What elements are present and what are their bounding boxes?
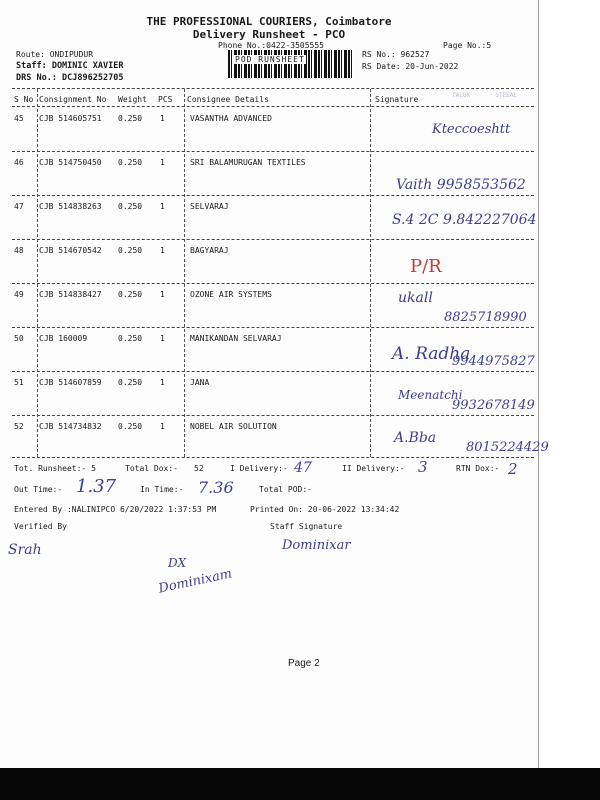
- row-rule: [12, 239, 534, 240]
- row-rule: [12, 195, 534, 196]
- row-consignee: NOBEL AIR SOLUTION: [190, 422, 277, 431]
- row-pcs: 1: [160, 114, 165, 123]
- col-separator: [184, 89, 185, 457]
- col-header-weight: Weight: [118, 95, 147, 104]
- row-weight: 0.250: [118, 246, 143, 255]
- staff-signature-initials: DX: [168, 556, 187, 570]
- row-signature-phone: 8015224429: [466, 440, 549, 455]
- row-rule: [12, 283, 534, 284]
- row-consignment: CJB 514734832: [39, 422, 102, 431]
- row-weight: 0.250: [118, 202, 143, 211]
- row-pcs: 1: [160, 378, 165, 387]
- row-pcs: 1: [160, 422, 165, 431]
- row-consignment: CJB 160009: [39, 334, 88, 343]
- row-consignment: CJB 514607859: [39, 378, 102, 387]
- table-header-rule: [12, 106, 534, 107]
- row-consignee: BAGYARAJ: [190, 246, 229, 255]
- runsheet-subtitle: Delivery Runsheet - PCO: [192, 28, 346, 41]
- row-rule: [12, 371, 534, 372]
- out-time-value: 1.37: [76, 476, 117, 497]
- row-signature: ukall: [398, 290, 433, 306]
- in-time-value: 7.36: [198, 478, 234, 497]
- phone-number: Phone No.:0422-3505555: [218, 41, 324, 50]
- row-sno: 47: [14, 202, 24, 211]
- total-runsheet: Tot. Runsheet:- 5: [14, 464, 96, 473]
- in-time-label: In Time:-: [140, 485, 184, 494]
- row-signature: P/R: [410, 256, 442, 277]
- row-signature: Vaith 9958553562: [396, 177, 526, 193]
- row-signature-phone: 9932678149: [452, 398, 535, 413]
- row-weight: 0.250: [118, 114, 143, 123]
- row-sno: 52: [14, 422, 24, 431]
- row-signature-phone: 9944975827: [452, 354, 535, 369]
- row-rule: [12, 151, 534, 152]
- rtn-dox-value: 2: [508, 460, 518, 478]
- row-signature: A.Bba: [394, 430, 437, 446]
- staff-signature-mark: Dominixar: [282, 538, 351, 553]
- total-dox-value: 52: [194, 464, 204, 473]
- verified-by-label: Verified By: [14, 522, 67, 531]
- row-sno: 46: [14, 158, 24, 167]
- row-consignee: SRI BALAMURUGAN TEXTILES: [190, 158, 306, 167]
- verified-by-signature: Srah: [8, 542, 42, 558]
- row-sno: 45: [14, 114, 24, 123]
- row-signature: Meenatchi: [398, 388, 463, 402]
- row-sno: 51: [14, 378, 24, 387]
- page-number: Page No.:5: [443, 41, 492, 50]
- row-consignment: CJB 514838427: [39, 290, 102, 299]
- col-separator: [37, 89, 38, 457]
- rtn-dox-label: RTN Dox:-: [456, 464, 500, 473]
- col-header-signature: Signature: [375, 95, 419, 104]
- ii-delivery-value: 3: [418, 458, 428, 476]
- row-rule: [12, 327, 534, 328]
- row-weight: 0.250: [118, 290, 143, 299]
- row-weight: 0.250: [118, 334, 143, 343]
- i-delivery-label: I Delivery:-: [230, 464, 288, 473]
- row-pcs: 1: [160, 246, 165, 255]
- staff-signature-full: Dominixam: [157, 566, 234, 597]
- row-rule: [12, 415, 534, 416]
- row-consignment: CJB 514838263: [39, 202, 102, 211]
- total-pod-label: Total POD:-: [259, 485, 312, 494]
- drs-number: DRS No.: DCJ896252705: [16, 73, 124, 83]
- ii-delivery-label: II Delivery:-: [342, 464, 405, 473]
- staff-signature-label: Staff Signature: [270, 522, 343, 531]
- row-sno: 48: [14, 246, 24, 255]
- col-header-consignee: Consignee Details: [187, 95, 269, 104]
- col-header-sno: S No: [14, 95, 34, 104]
- barcode-label: POD RUNSHEET: [235, 55, 305, 64]
- row-signature: Kteccoeshtt: [432, 122, 511, 137]
- page-footer-number: Page 2: [288, 658, 320, 669]
- row-pcs: 1: [160, 334, 165, 343]
- table-top-rule: [12, 88, 534, 89]
- stamp-mark: TALUK STEEAL: [452, 92, 518, 99]
- total-dox-label: Total Dox:-: [125, 464, 178, 473]
- col-header-consignment: Consignment No: [39, 95, 107, 104]
- row-consignee: VASANTHA ADVANCED: [190, 114, 272, 123]
- out-time-label: Out Time:-: [14, 485, 63, 494]
- row-rule: [12, 457, 534, 458]
- row-signature-phone: 8825718990: [444, 310, 527, 325]
- staff-name: Staff: DOMINIC XAVIER: [16, 61, 124, 71]
- rs-number: RS No.: 962527: [362, 50, 430, 59]
- col-header-pcs: PCS: [158, 95, 173, 104]
- row-signature: S.4 2C 9.842227064: [392, 212, 537, 228]
- i-delivery-value: 47: [294, 460, 312, 476]
- row-consignment: CJB 514670542: [39, 246, 102, 255]
- route: Route: ONDIPUDUR: [16, 50, 94, 59]
- rs-date: RS Date: 20-Jun-2022: [362, 62, 459, 71]
- row-weight: 0.250: [118, 422, 143, 431]
- row-consignment: CJB 514605751: [39, 114, 102, 123]
- row-consignee: JANA: [190, 378, 210, 387]
- row-consignee: OZONE AIR SYSTEMS: [190, 290, 272, 299]
- printed-on: Printed On: 20-06-2022 13:34:42: [250, 505, 400, 514]
- row-pcs: 1: [160, 290, 165, 299]
- row-weight: 0.250: [118, 158, 143, 167]
- col-separator: [370, 89, 371, 457]
- row-sno: 50: [14, 334, 24, 343]
- row-consignment: CJB 514750450: [39, 158, 102, 167]
- row-consignee: SELVARAJ: [190, 202, 229, 211]
- row-pcs: 1: [160, 202, 165, 211]
- scan-bottom-border: [0, 768, 600, 800]
- row-weight: 0.250: [118, 378, 143, 387]
- entered-by: Entered By :NALINIPCO 6/20/2022 1:37:53 PM: [14, 505, 217, 514]
- row-consignee: MANIKANDAN SELVARAJ: [190, 334, 282, 343]
- company-title: THE PROFESSIONAL COURIERS, Coimbatore: [146, 15, 392, 28]
- row-pcs: 1: [160, 158, 165, 167]
- row-signature: A. Radha: [392, 344, 471, 364]
- row-sno: 49: [14, 290, 24, 299]
